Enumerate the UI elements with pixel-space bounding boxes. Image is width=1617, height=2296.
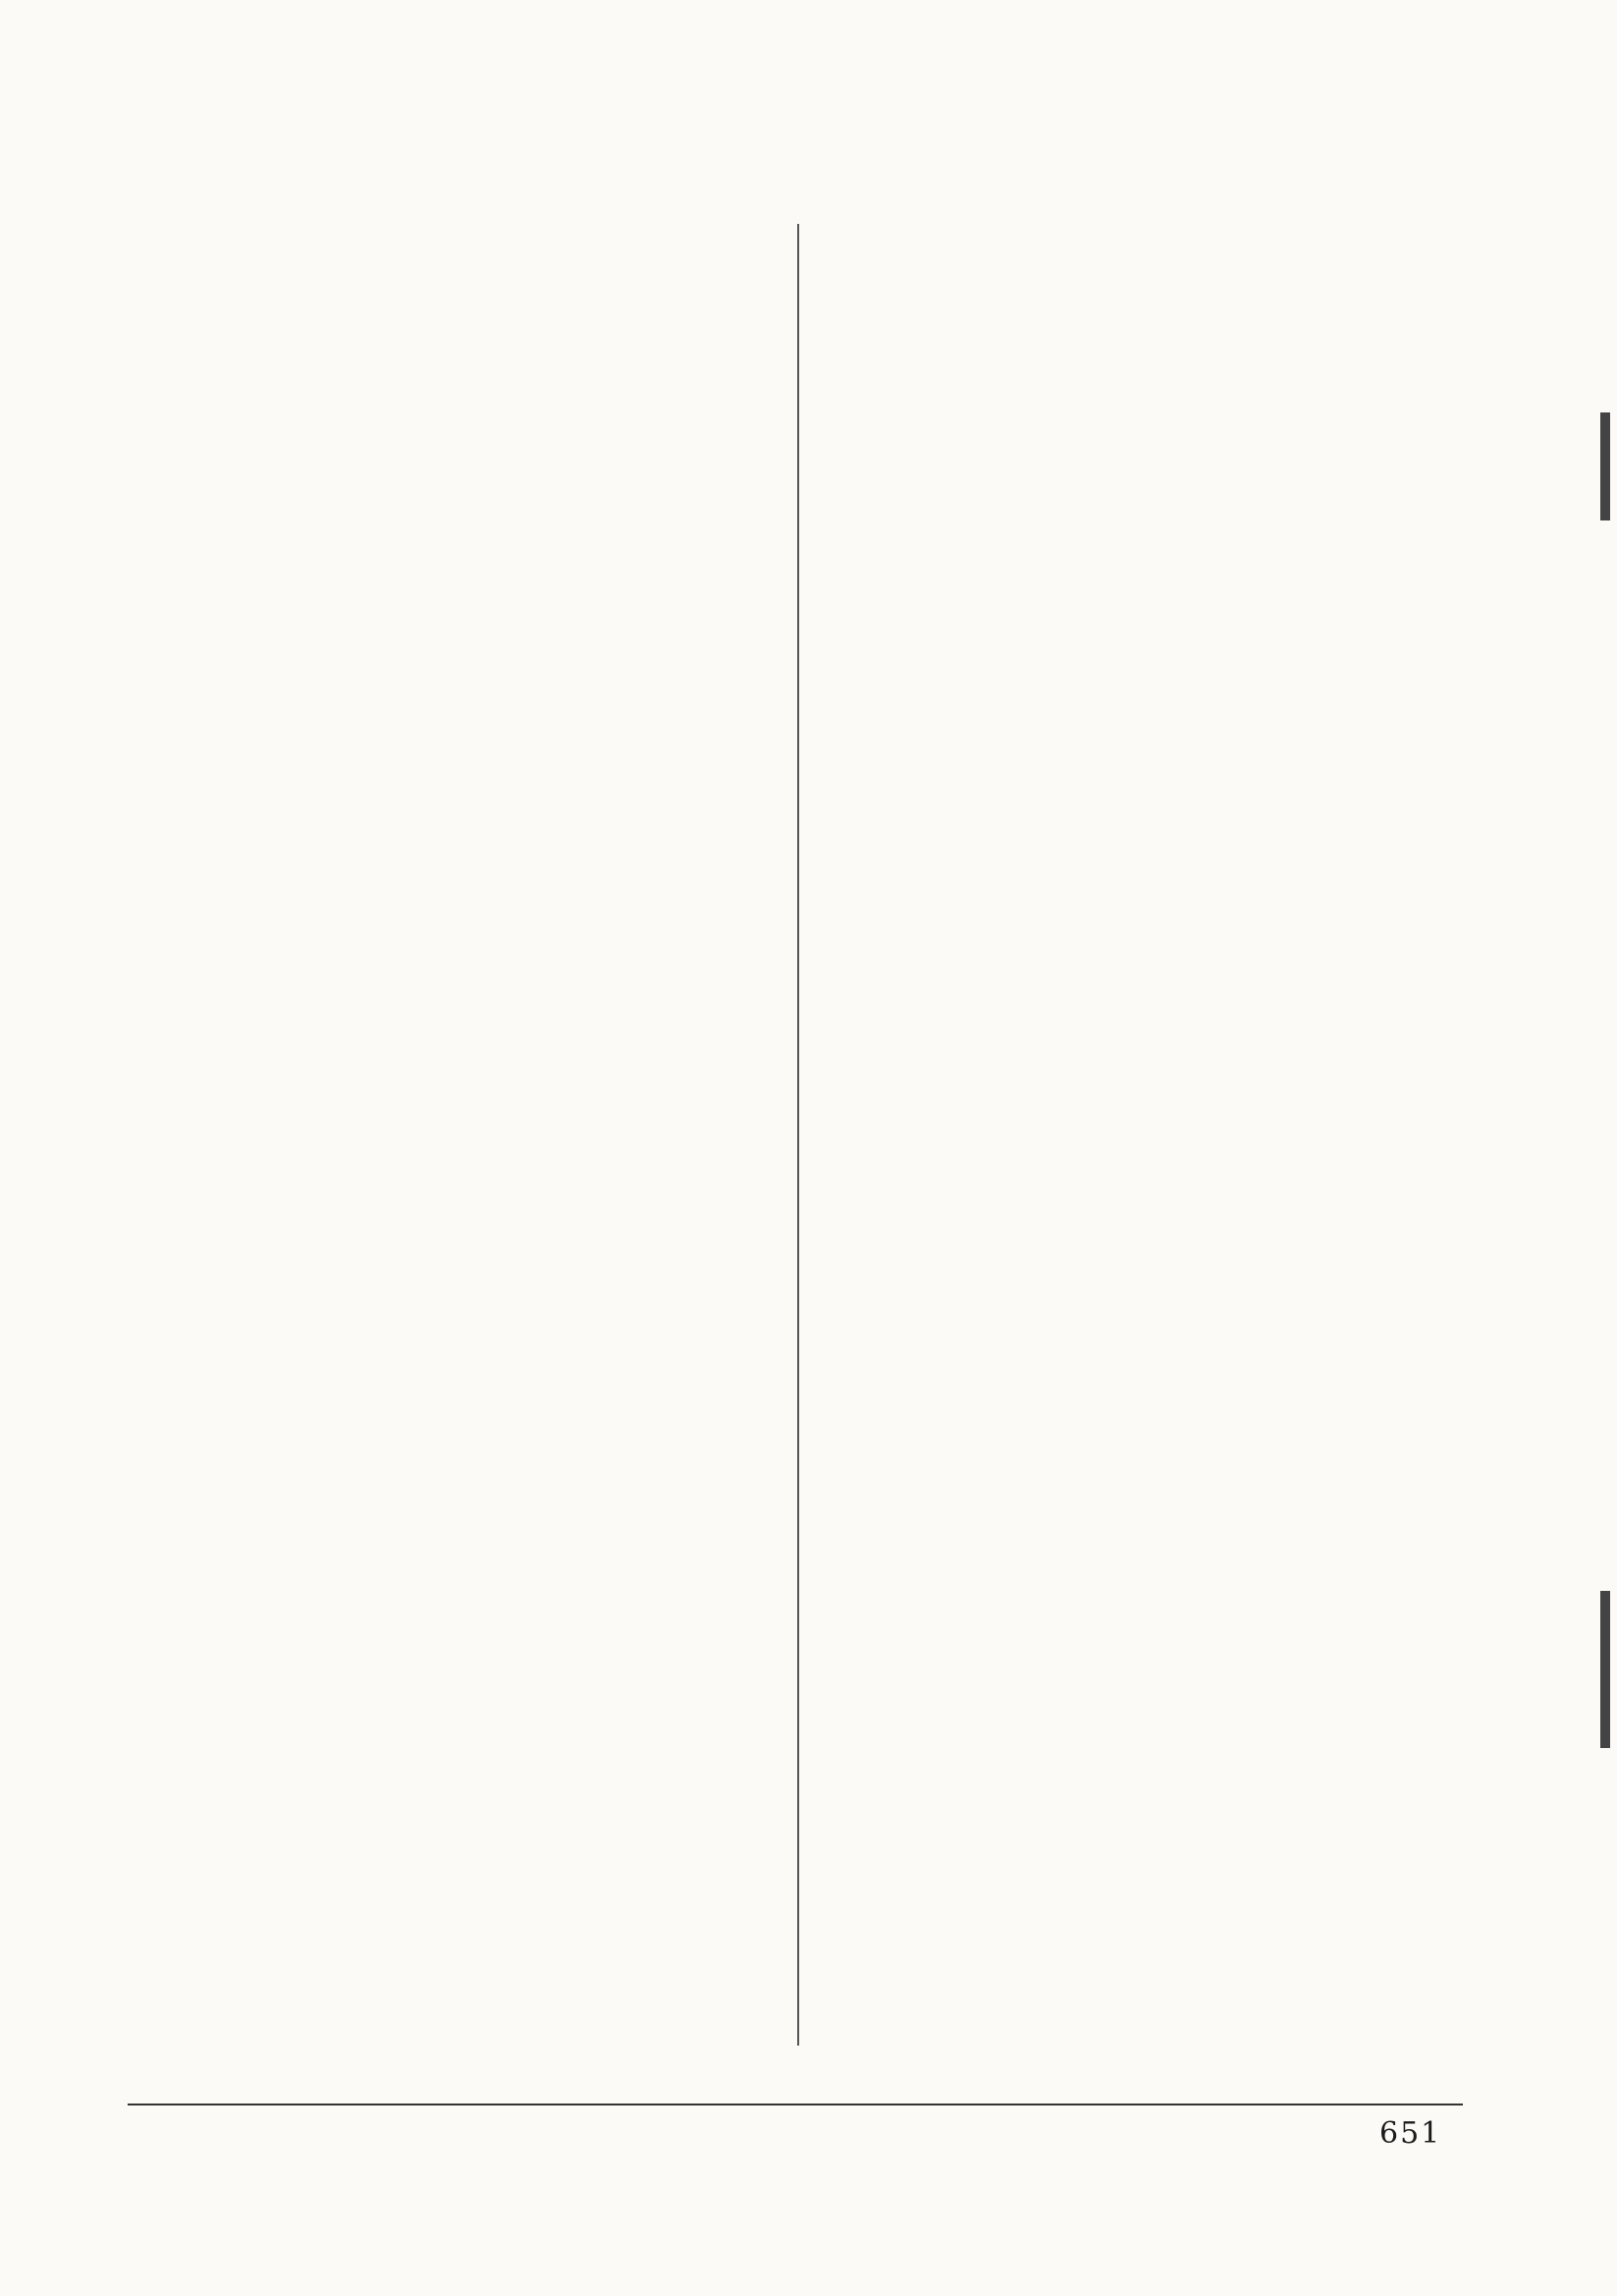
- scan-edge-mark: [1600, 1591, 1610, 1748]
- dictionary-entry: [833, 395, 1461, 459]
- dictionary-entry: [175, 218, 776, 280]
- dictionary-entry: [833, 305, 1461, 369]
- dictionary-entry: [833, 1020, 1461, 1084]
- column-divider: [797, 224, 799, 2046]
- dictionary-entry: [175, 931, 776, 995]
- dictionary-entry: [833, 842, 1461, 905]
- dictionary-entry: [175, 395, 776, 459]
- right-column: [833, 218, 1461, 2035]
- dictionary-entry: [833, 663, 1461, 727]
- scan-edge-mark: [1600, 412, 1610, 520]
- dictionary-entry: [833, 574, 1461, 637]
- footer-rule: [128, 2104, 1463, 2105]
- dictionary-entry: [833, 931, 1461, 995]
- dictionary-entry: [175, 574, 776, 637]
- dictionary-entry: [175, 484, 776, 548]
- dictionary-entry: [175, 752, 776, 816]
- dictionary-entry: [175, 842, 776, 905]
- dictionary-entry: [833, 218, 1461, 280]
- dictionary-entry: [175, 305, 776, 369]
- dictionary-entry: [833, 484, 1461, 548]
- dictionary-entry: [833, 1199, 1461, 1263]
- dictionary-entry: [833, 1110, 1461, 1174]
- dictionary-entry: [175, 1020, 776, 1082]
- dictionary-entry: [833, 752, 1461, 816]
- page-number: 651: [1379, 2116, 1442, 2151]
- dictionary-entry: [175, 663, 776, 727]
- left-column: [175, 218, 776, 2035]
